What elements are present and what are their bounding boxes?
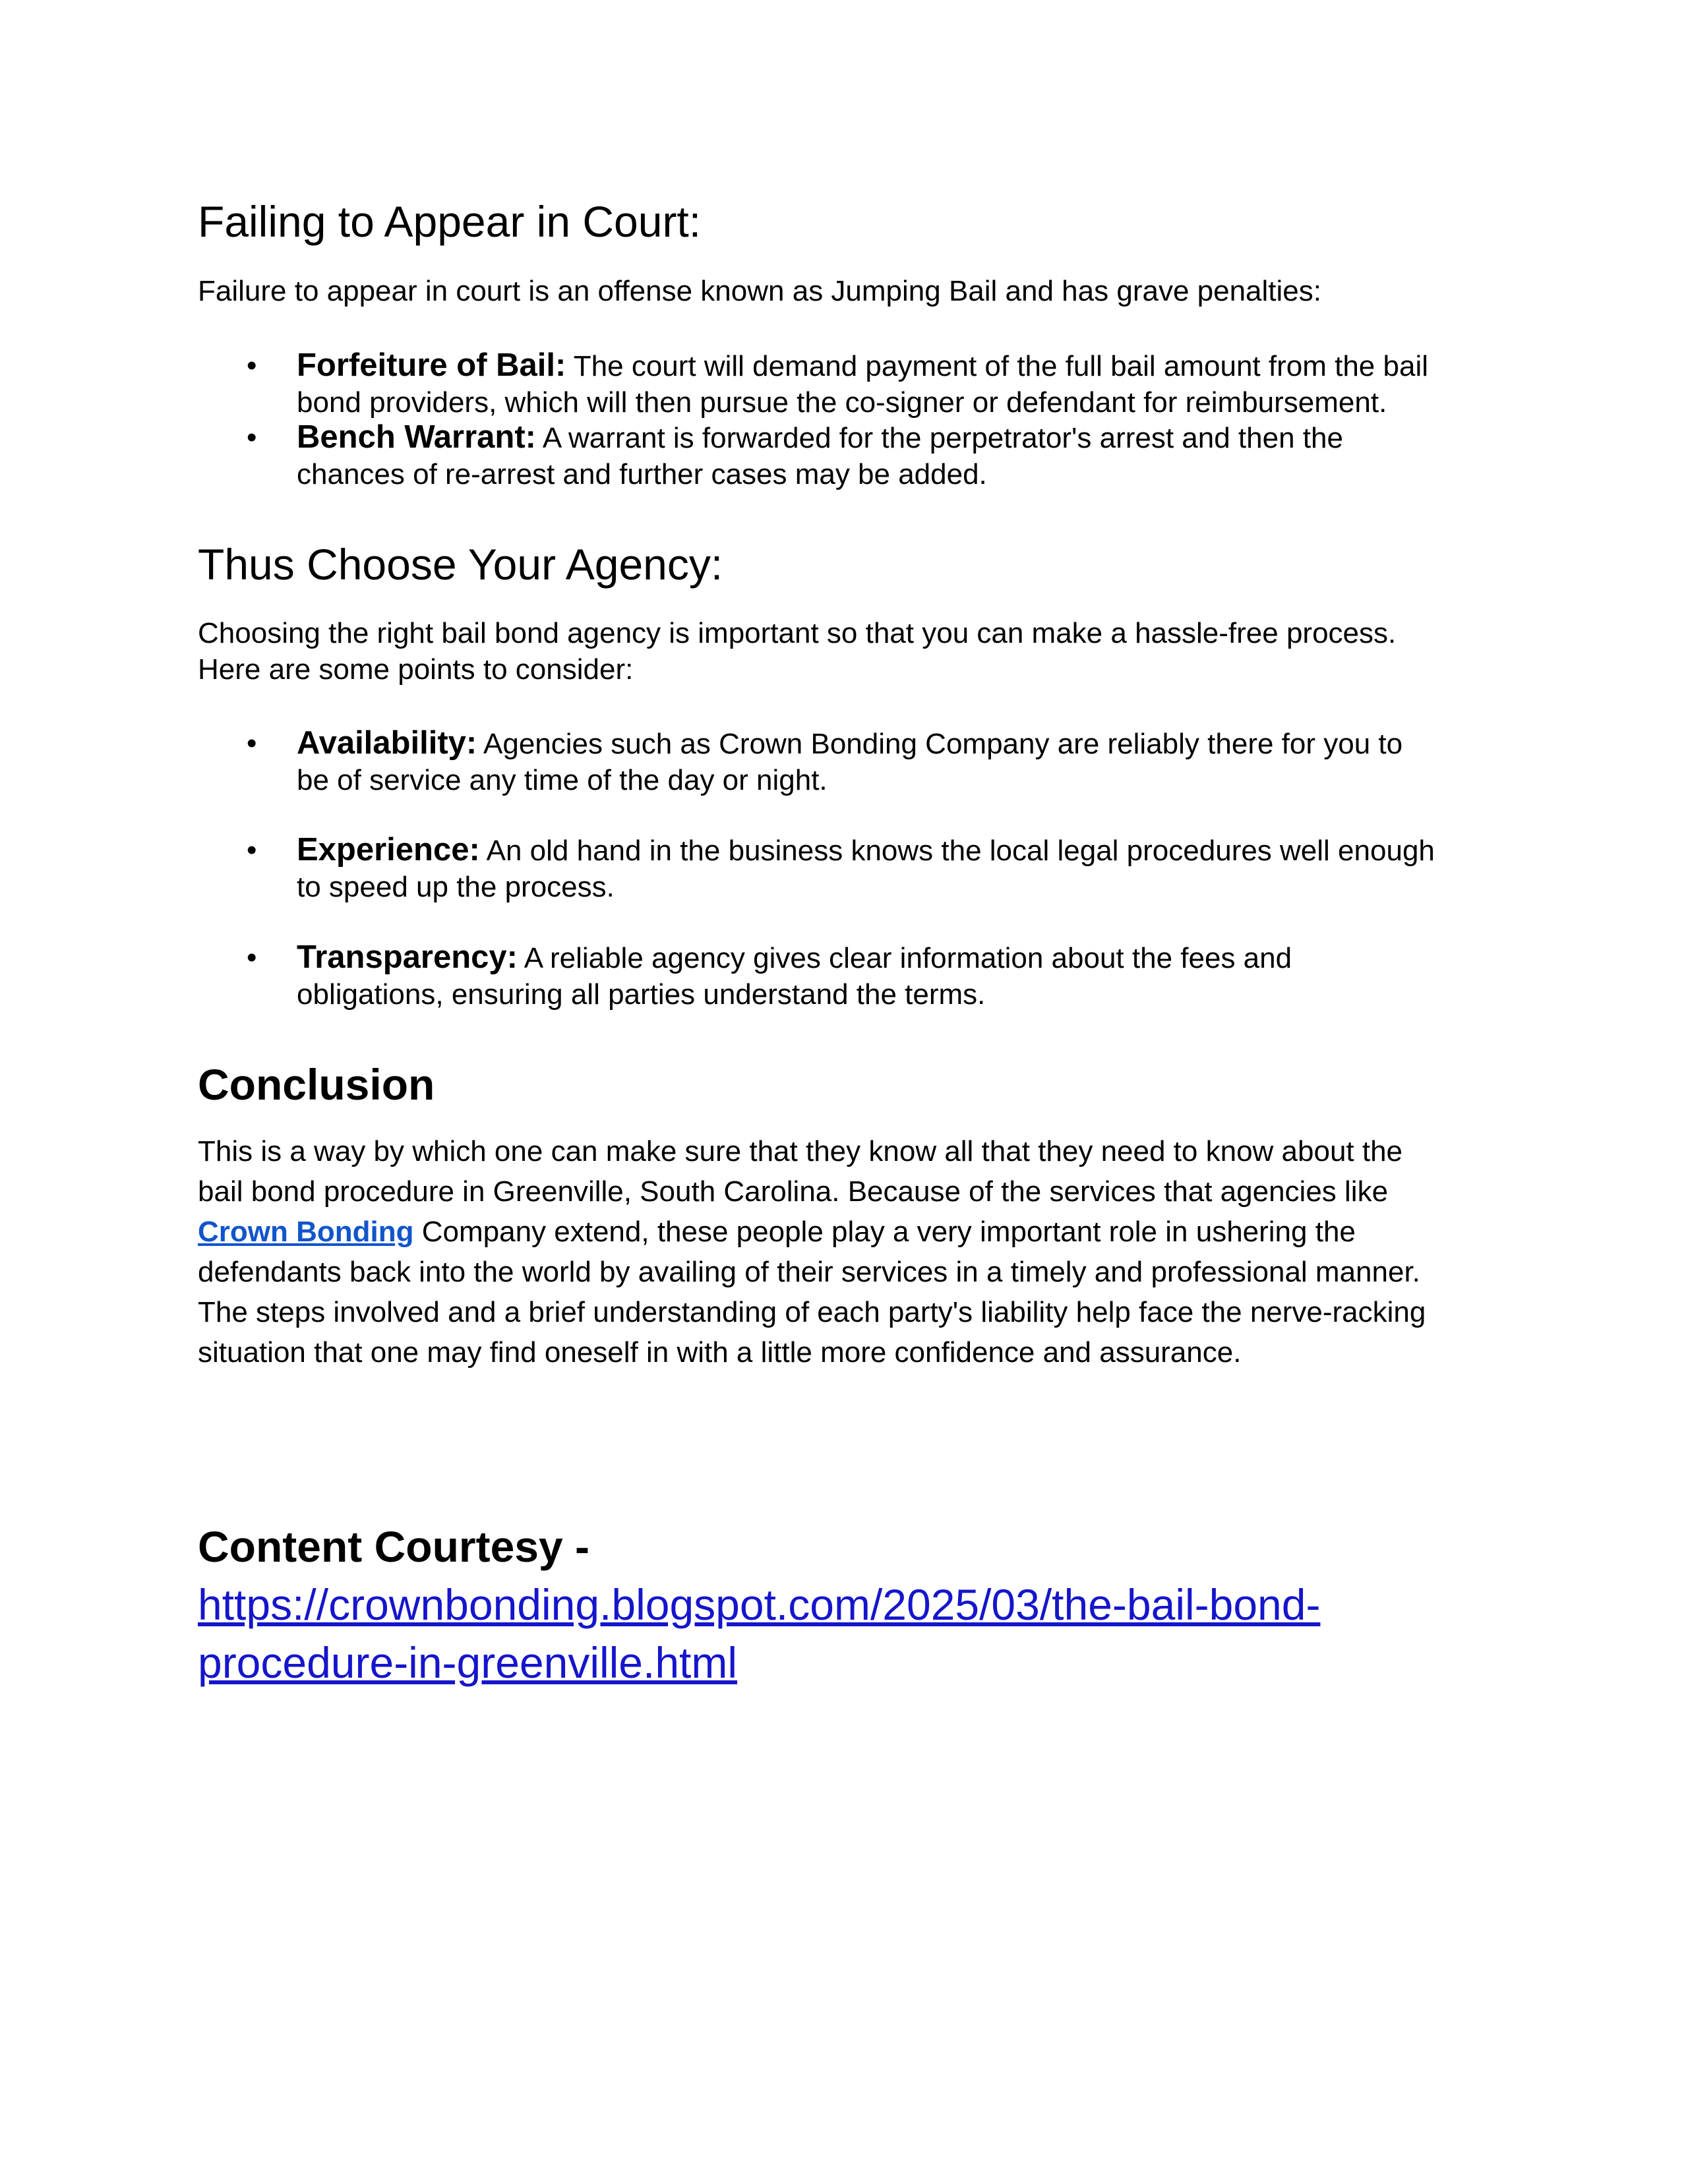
agency-intro (198, 615, 1503, 688)
courtesy-url-line: procedure-in-greenville.html (198, 1638, 738, 1687)
bullet-line: The court will demand payment of the full bail amount from the bail (566, 350, 1428, 382)
heading-failing-to-appear: Failing to Appear in Court: (198, 197, 702, 246)
bullet-dot: • (247, 834, 257, 866)
bullet-term: Bench Warrant: (297, 419, 537, 455)
courtesy-url-line: https://crownbonding.blogspot.com/2025/03/the-bail-bond- (198, 1580, 1321, 1629)
bullet-term: Experience: (297, 832, 480, 868)
bullet-line: A warrant is forwarded for the perpetrator's arrest and then the (536, 422, 1343, 454)
bullet-line: to speed up the process. (297, 871, 615, 903)
conclusion-line: bail bond procedure in Greenville, South Carolina. Because of the services that agencies like (198, 1175, 1389, 1208)
heading-choose-agency: Thus Choose Your Agency: (198, 540, 723, 589)
bullet-line: Agencies such as Crown Bonding Company are reliably there for you to (477, 728, 1403, 760)
heading-content-courtesy: Content Courtesy - (198, 1522, 589, 1571)
bullet-term: Availability: (297, 725, 477, 761)
bullet-term: Transparency: (297, 939, 518, 975)
failing-intro: Failure to appear in court is an offense known as Jumping Bail and has grave penalties: (198, 275, 1321, 307)
bullet-text (297, 939, 1503, 1013)
bullet-dot: • (247, 349, 257, 382)
crown-bonding-link[interactable]: Crown Bonding (198, 1216, 414, 1248)
bullet-text (297, 725, 1503, 798)
conclusion-paragraph (198, 1131, 1503, 1372)
heading-conclusion: Conclusion (198, 1060, 435, 1109)
bullet-line: chances of re-arrest and further cases may be added. (297, 458, 987, 490)
bullet-line: An old hand in the business knows the local legal procedures well enough (479, 835, 1435, 867)
conclusion-line: defendants back into the world by availing of their services in a timely and professional manner. (198, 1256, 1420, 1288)
bullet-line: obligations, ensuring all parties understand the terms. (297, 978, 986, 1011)
bullet-text (297, 419, 1503, 492)
courtesy-url-link[interactable] (198, 1580, 1320, 1687)
bullet-text (297, 832, 1503, 905)
bullet-line: A reliable agency gives clear information about the fees and (518, 942, 1292, 974)
courtesy-url-block (198, 1576, 1372, 1692)
conclusion-line: The steps involved and a brief understanding of each party's liability help face the nerve-racking (198, 1296, 1426, 1328)
conclusion-line: This is a way by which one can make sure that they know all that they need to know about the (198, 1135, 1403, 1167)
bullet-line: be of service any time of the day or night. (297, 764, 828, 796)
conclusion-line: situation that one may find oneself in with a little more confidence and assurance. (198, 1336, 1242, 1369)
bullet-term: Forfeiture of Bail: (297, 347, 566, 383)
agency-intro-line: Here are some points to consider: (198, 653, 634, 686)
agency-intro-line: Choosing the right bail bond agency is important so that you can make a hassle-free process. (198, 617, 1397, 649)
bullet-dot: • (247, 421, 257, 454)
conclusion-line: Company extend, these people play a very important role in ushering the (413, 1216, 1356, 1248)
bullet-text (297, 347, 1503, 421)
bullet-line: bond providers, which will then pursue the co-signer or defendant for reimbursement. (297, 386, 1387, 419)
bullet-dot: • (247, 727, 257, 759)
bullet-dot: • (247, 941, 257, 974)
